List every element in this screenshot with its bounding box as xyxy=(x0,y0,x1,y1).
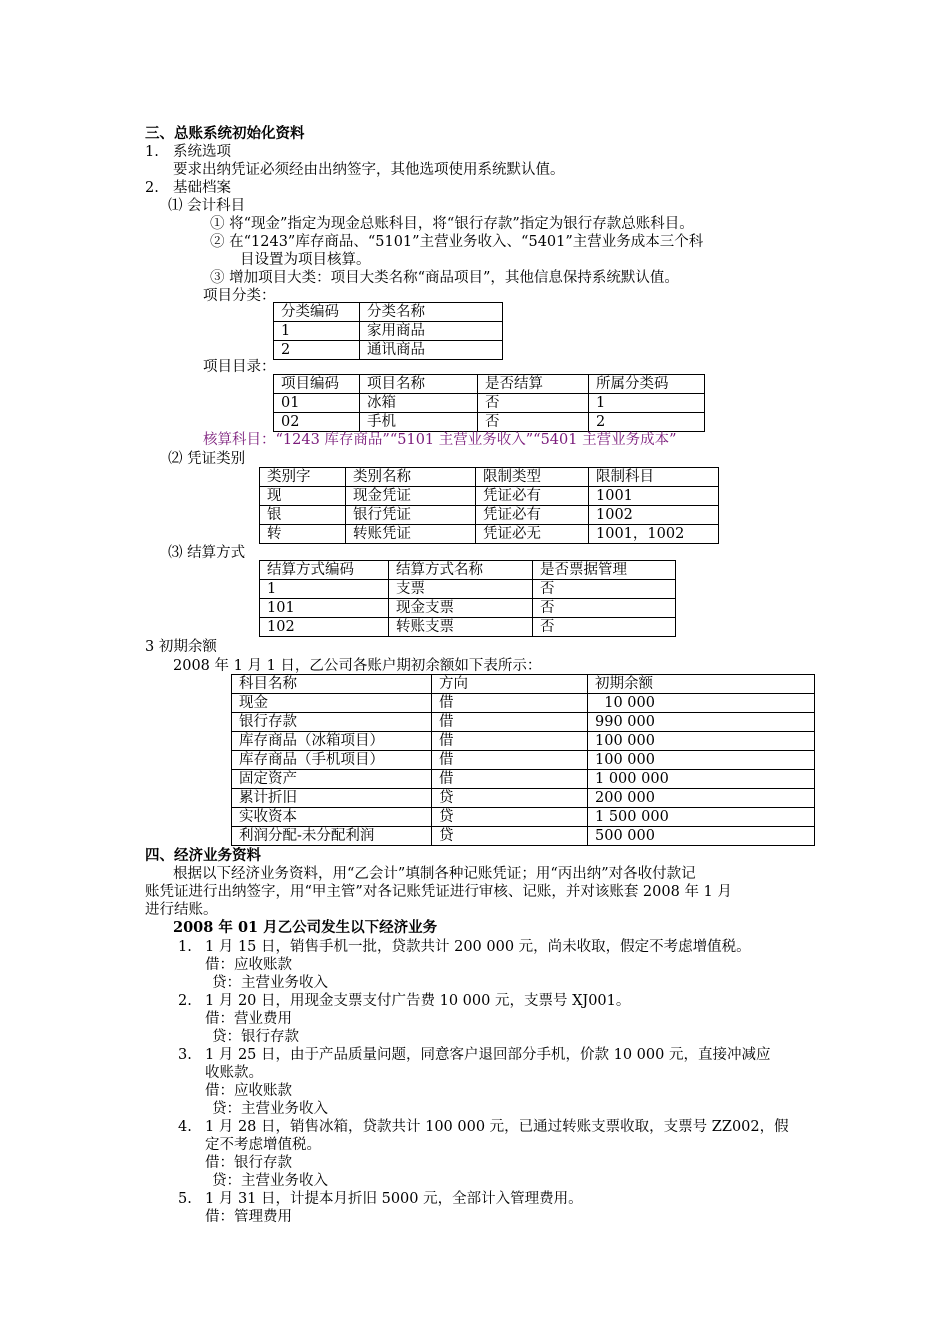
transaction-4-number: 4. xyxy=(178,1119,192,1135)
table-cell: 1 000 000 xyxy=(588,770,815,789)
table-row xyxy=(274,322,503,341)
item-1-number: 1. xyxy=(145,144,159,160)
transaction-5-debit: 借：管理费用 xyxy=(205,1209,292,1225)
transaction-1-number: 1. xyxy=(178,939,192,955)
item-3-text: 2008 年 1 月 1 日，乙公司各账户期初余额如下表所示： xyxy=(173,658,542,674)
table-row xyxy=(232,713,815,732)
table-row xyxy=(274,303,503,322)
table-cell: 累计折旧 xyxy=(232,789,432,808)
table-header-cell: 结算方式名称 xyxy=(389,561,533,580)
table-cell: 现金凭证 xyxy=(346,487,476,506)
item-2-number: 2. xyxy=(145,180,159,196)
table-row xyxy=(232,694,815,713)
transaction-3-text-cont: 收账款。 xyxy=(205,1065,263,1081)
table-header-cell: 项目编码 xyxy=(274,375,360,394)
table-header-cell: 限制类型 xyxy=(476,468,589,487)
table-cell: 1 500 000 xyxy=(588,808,815,827)
table-row xyxy=(232,770,815,789)
table-cell: 否 xyxy=(533,580,676,599)
table-cell: 支票 xyxy=(389,580,533,599)
table-cell: 2 xyxy=(589,413,705,432)
transaction-3-debit: 借：应收账款 xyxy=(205,1083,292,1099)
accounts-subtitle: ⑴ 会计科目 xyxy=(168,198,246,214)
table-cell: 库存商品（手机项目） xyxy=(232,751,432,770)
table-cell: 固定资产 xyxy=(232,770,432,789)
table-cell: 贷 xyxy=(432,789,588,808)
table-row xyxy=(274,413,705,432)
directory-table xyxy=(273,374,705,432)
table-cell: 银 xyxy=(260,506,346,525)
accounts-item-1: ① 将“现金”指定为现金总账科目，将“银行存款”指定为银行存款总账科目。 xyxy=(210,216,694,232)
transaction-4-credit: 贷：主营业务收入 xyxy=(212,1173,328,1189)
item-1-title: 系统选项 xyxy=(173,144,231,160)
opening-balance-table xyxy=(231,674,815,846)
transaction-5-text: 1 月 31 日，计提本月折旧 5000 元，全部计入管理费用。 xyxy=(205,1191,583,1207)
item-1-text: 要求出纳凭证必须经由出纳签字，其他选项使用系统默认值。 xyxy=(173,162,565,178)
transaction-3-credit: 贷：主营业务收入 xyxy=(212,1101,328,1117)
table-row xyxy=(232,732,815,751)
table-row xyxy=(274,394,705,413)
category-label: 项目分类： xyxy=(203,288,276,304)
table-cell: 否 xyxy=(533,599,676,618)
transaction-2-credit: 贷：银行存款 xyxy=(212,1029,299,1045)
table-cell: 2 xyxy=(274,341,360,360)
table-cell: 转账支票 xyxy=(389,618,533,637)
table-row xyxy=(260,468,719,487)
table-header-cell: 结算方式编码 xyxy=(260,561,389,580)
table-header-cell: 项目名称 xyxy=(360,375,478,394)
table-cell: 02 xyxy=(274,413,360,432)
category-table xyxy=(273,302,503,360)
table-cell: 银行凭证 xyxy=(346,506,476,525)
table-cell: 借 xyxy=(432,713,588,732)
table-cell: 手机 xyxy=(360,413,478,432)
directory-label: 项目目录： xyxy=(203,359,276,375)
table-cell: 500 000 xyxy=(588,827,815,846)
table-cell: 转账凭证 xyxy=(346,525,476,544)
table-row xyxy=(274,375,705,394)
table-cell: 100 000 xyxy=(588,751,815,770)
table-cell: 实收资本 xyxy=(232,808,432,827)
table-cell: 01 xyxy=(274,394,360,413)
table-row xyxy=(232,827,815,846)
settlement-subtitle: ⑶ 结算方式 xyxy=(168,545,246,561)
table-cell: 凭证必有 xyxy=(476,487,589,506)
table-cell: 借 xyxy=(432,694,588,713)
transaction-1-debit: 借：应收账款 xyxy=(205,957,292,973)
table-header-cell: 科目名称 xyxy=(232,675,432,694)
table-header-cell: 分类编码 xyxy=(274,303,360,322)
table-cell: 102 xyxy=(260,618,389,637)
intro-line-3: 进行结账。 xyxy=(145,902,218,918)
table-cell: 100 000 xyxy=(588,732,815,751)
table-row xyxy=(260,506,719,525)
voucher-subtitle: ⑵ 凭证类别 xyxy=(168,451,246,467)
intro-line-2: 账凭证进行出纳签字，用“甲主管”对各记账凭证进行审核、记账，并对该账套 2008 年 1 月 xyxy=(145,884,732,900)
table-header-cell: 类别字 xyxy=(260,468,346,487)
accounts-item-2: ② 在“1243”库存商品、“5101”主营业务收入、“5401”主营业务成本三个科 xyxy=(210,234,704,250)
voucher-table xyxy=(259,467,719,544)
section-4-title: 四、经济业务资料 xyxy=(145,847,261,864)
table-cell: 借 xyxy=(432,770,588,789)
table-cell: 1002 xyxy=(589,506,719,525)
table-cell: 1 xyxy=(589,394,705,413)
table-row xyxy=(260,525,719,544)
table-row xyxy=(232,808,815,827)
accounts-item-2-cont: 目设置为项目核算。 xyxy=(240,252,371,268)
table-cell: 凭证必有 xyxy=(476,506,589,525)
item-3-title: 3 初期余额 xyxy=(145,639,217,655)
table-row xyxy=(260,487,719,506)
table-cell: 冰箱 xyxy=(360,394,478,413)
table-cell: 贷 xyxy=(432,808,588,827)
transaction-3-text: 1 月 25 日，由于产品质量问题，同意客户退回部分手机，价款 10 000 元，直接冲减应 xyxy=(205,1047,771,1063)
transaction-2-text: 1 月 20 日，用现金支票支付广告费 10 000 元，支票号 XJ001。 xyxy=(205,993,631,1009)
table-cell: 库存商品（冰箱项目） xyxy=(232,732,432,751)
table-cell: 200 000 xyxy=(588,789,815,808)
accounts-item-3: ③ 增加项目大类：项目大类名称“商品项目”，其他信息保持系统默认值。 xyxy=(210,270,679,286)
table-row xyxy=(260,580,676,599)
table-cell: 借 xyxy=(432,751,588,770)
table-header-cell: 方向 xyxy=(432,675,588,694)
accounting-subjects-note: 核算科目：“1243 库存商品”“5101 主营业务收入”“5401 主营业务成本” xyxy=(203,432,677,448)
table-cell: 101 xyxy=(260,599,389,618)
table-cell: 现金 xyxy=(232,694,432,713)
table-cell: 990 000 xyxy=(588,713,815,732)
table-cell: 1001 xyxy=(589,487,719,506)
transaction-1-credit: 贷：主营业务收入 xyxy=(212,975,328,991)
transaction-4-text-cont: 定不考虑增值税。 xyxy=(205,1137,321,1153)
table-cell: 借 xyxy=(432,732,588,751)
transactions-title: 2008 年 01 月乙公司发生以下经济业务 xyxy=(173,919,438,936)
table-cell: 通讯商品 xyxy=(360,341,503,360)
transaction-4-text: 1 月 28 日，销售冰箱，贷款共计 100 000 元，已通过转账支票收取，支票号 ZZ002，假 xyxy=(205,1119,789,1135)
table-row xyxy=(232,789,815,808)
table-row xyxy=(232,751,815,770)
transaction-3-number: 3. xyxy=(178,1047,192,1063)
section-3-title: 三、总账系统初始化资料 xyxy=(145,125,305,142)
intro-line-1: 根据以下经济业务资料，用“乙会计”填制各种记账凭证；用“丙出纳”对各收付款记 xyxy=(173,866,696,882)
table-cell: 否 xyxy=(533,618,676,637)
transaction-2-debit: 借：营业费用 xyxy=(205,1011,292,1027)
table-cell: 1 xyxy=(260,580,389,599)
table-cell: 否 xyxy=(478,413,589,432)
transaction-1-text: 1 月 15 日，销售手机一批，贷款共计 200 000 元，尚未收取，假定不考虑增值税。 xyxy=(205,939,751,955)
table-header-cell: 所属分类码 xyxy=(589,375,705,394)
table-cell: 现金支票 xyxy=(389,599,533,618)
table-row xyxy=(274,341,503,360)
table-header-cell: 初期余额 xyxy=(588,675,815,694)
table-cell: 10 000 xyxy=(588,694,815,713)
table-cell: 利润分配-未分配利润 xyxy=(232,827,432,846)
table-cell: 银行存款 xyxy=(232,713,432,732)
table-cell: 家用商品 xyxy=(360,322,503,341)
table-header-cell: 是否结算 xyxy=(478,375,589,394)
table-cell: 1 xyxy=(274,322,360,341)
item-2-title: 基础档案 xyxy=(173,180,231,196)
table-header-cell: 是否票据管理 xyxy=(533,561,676,580)
table-cell: 贷 xyxy=(432,827,588,846)
table-row xyxy=(232,675,815,694)
table-cell: 转 xyxy=(260,525,346,544)
settlement-table xyxy=(259,560,676,637)
table-header-cell: 限制科目 xyxy=(589,468,719,487)
table-header-cell: 分类名称 xyxy=(360,303,503,322)
table-cell: 凭证必无 xyxy=(476,525,589,544)
table-cell: 否 xyxy=(478,394,589,413)
transaction-5-number: 5. xyxy=(178,1191,192,1207)
table-header-cell: 类别名称 xyxy=(346,468,476,487)
table-row xyxy=(260,561,676,580)
table-row xyxy=(260,618,676,637)
table-cell: 1001，1002 xyxy=(589,525,719,544)
table-cell: 现 xyxy=(260,487,346,506)
transaction-2-number: 2. xyxy=(178,993,192,1009)
transaction-4-debit: 借：银行存款 xyxy=(205,1155,292,1171)
table-row xyxy=(260,599,676,618)
